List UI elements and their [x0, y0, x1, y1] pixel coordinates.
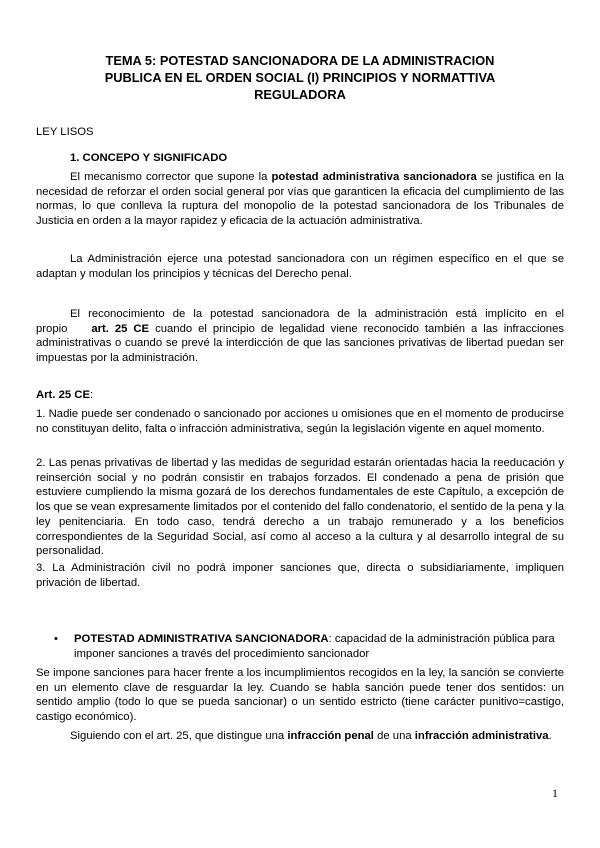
paragraph-administracion: La Administración ejerce una potestad sancionadora con un régimen específico en el que se adaptan y modulan los principios y técnicas del Derecho penal.	[36, 253, 564, 280]
bullet-dot-icon: •	[54, 633, 58, 645]
paragraph-sanciones: Se impone sanciones para hacer frente a los incumplimientos recogidos en la ley, la sanción se convierte en un elemento clave de resguardar la ley. Cuando se habla sanción puede tener dos sentidos: un sentido amplio (todo lo que se pueda sancionar) o un sentido estricto (tiene carácter punitivo=castigo, castigo económico).	[36, 667, 564, 724]
paragraph-reconocimiento: El reconocimiento de la potestad sancionadora de la administración está implícito en el propio art. 25 CE cuando el principio de legalidad viene reconocido también a las infracciones administrativas o cuando se prevé la interdicción de que las sanciones privativas de libertad puedan ser impuestas por la administración.	[36, 308, 564, 365]
law-label: LEY LISOS	[36, 126, 94, 138]
paragraph-siguiendo: Siguiendo con el art. 25, que distingue una infracción penal de una infracción administrativa.	[70, 730, 552, 742]
bold-art25: art. 25 CE	[91, 322, 150, 335]
page-number: 1	[552, 786, 558, 800]
art25-item-2: 2. Las penas privativas de libertad y las medidas de seguridad estarán orientadas hacia la reeducación y reinserción social y no podrán consistir en trabajos forzados. El condenado a pena de prisión que estuviere cumpliendo la misma gozará de los derechos fundamentales de este Capítulo, a excepción de los que se vean expresamente limitados por el contenido del fallo condenatorio, el sentido de la pena y la ley penitenciaria. En todo caso, tendrá derecho a un trabajo remunerado y a los beneficios correspondientes de la Seguridad Social, así como al acceso a la cultura y al desarrollo integral de su personalidad.	[36, 457, 564, 558]
document-title	[60, 52, 540, 103]
title-line-1: TEMA 5: POTESTAD SANCIONADORA DE LA ADMINISTRACION	[105, 53, 495, 68]
section-heading: 1. CONCEPO Y SIGNIFICADO	[70, 152, 228, 164]
title-line-2: PUBLICA EN EL ORDEN SOCIAL (I) PRINCIPIOS Y NORMATTIVA	[104, 70, 496, 85]
bullet-text: POTESTAD ADMINISTRATIVA SANCIONADORA: capacidad de la administración pública para imponer sanciones a través del procedimiento sancionador	[74, 633, 555, 660]
art25-item-1: 1. Nadie puede ser condenado o sancionado por acciones u omisiones que en el momento de producirse no constituyan delito, falta o infracción administrativa, según la legislación vigente en aquel momento.	[36, 408, 564, 435]
paragraph-mecanismo: El mecanismo corrector que supone la potestad administrativa sancionadora se justifica en la necesidad de reforzar el orden social general por vías que garanticen la eficacia del cumplimiento de las normas, lo que conlleva la ruptura del monopolio de la potestad sancionadora de los Tribunales de Justicia en orden a la mayor rapidez y eficacia de la actuación administrativa.	[36, 171, 564, 228]
art25-heading: Art. 25 CE:	[36, 389, 94, 401]
title-line-3: REGULADORA	[254, 87, 346, 102]
bullet-item	[54, 632, 564, 661]
bold-potestad: potestad administrativa sancionadora	[271, 171, 477, 183]
art25-item-3: 3. La Administración civil no podrá imponer sanciones que, directa o subsidiariamente, impliquen privación de libertad.	[36, 562, 564, 589]
